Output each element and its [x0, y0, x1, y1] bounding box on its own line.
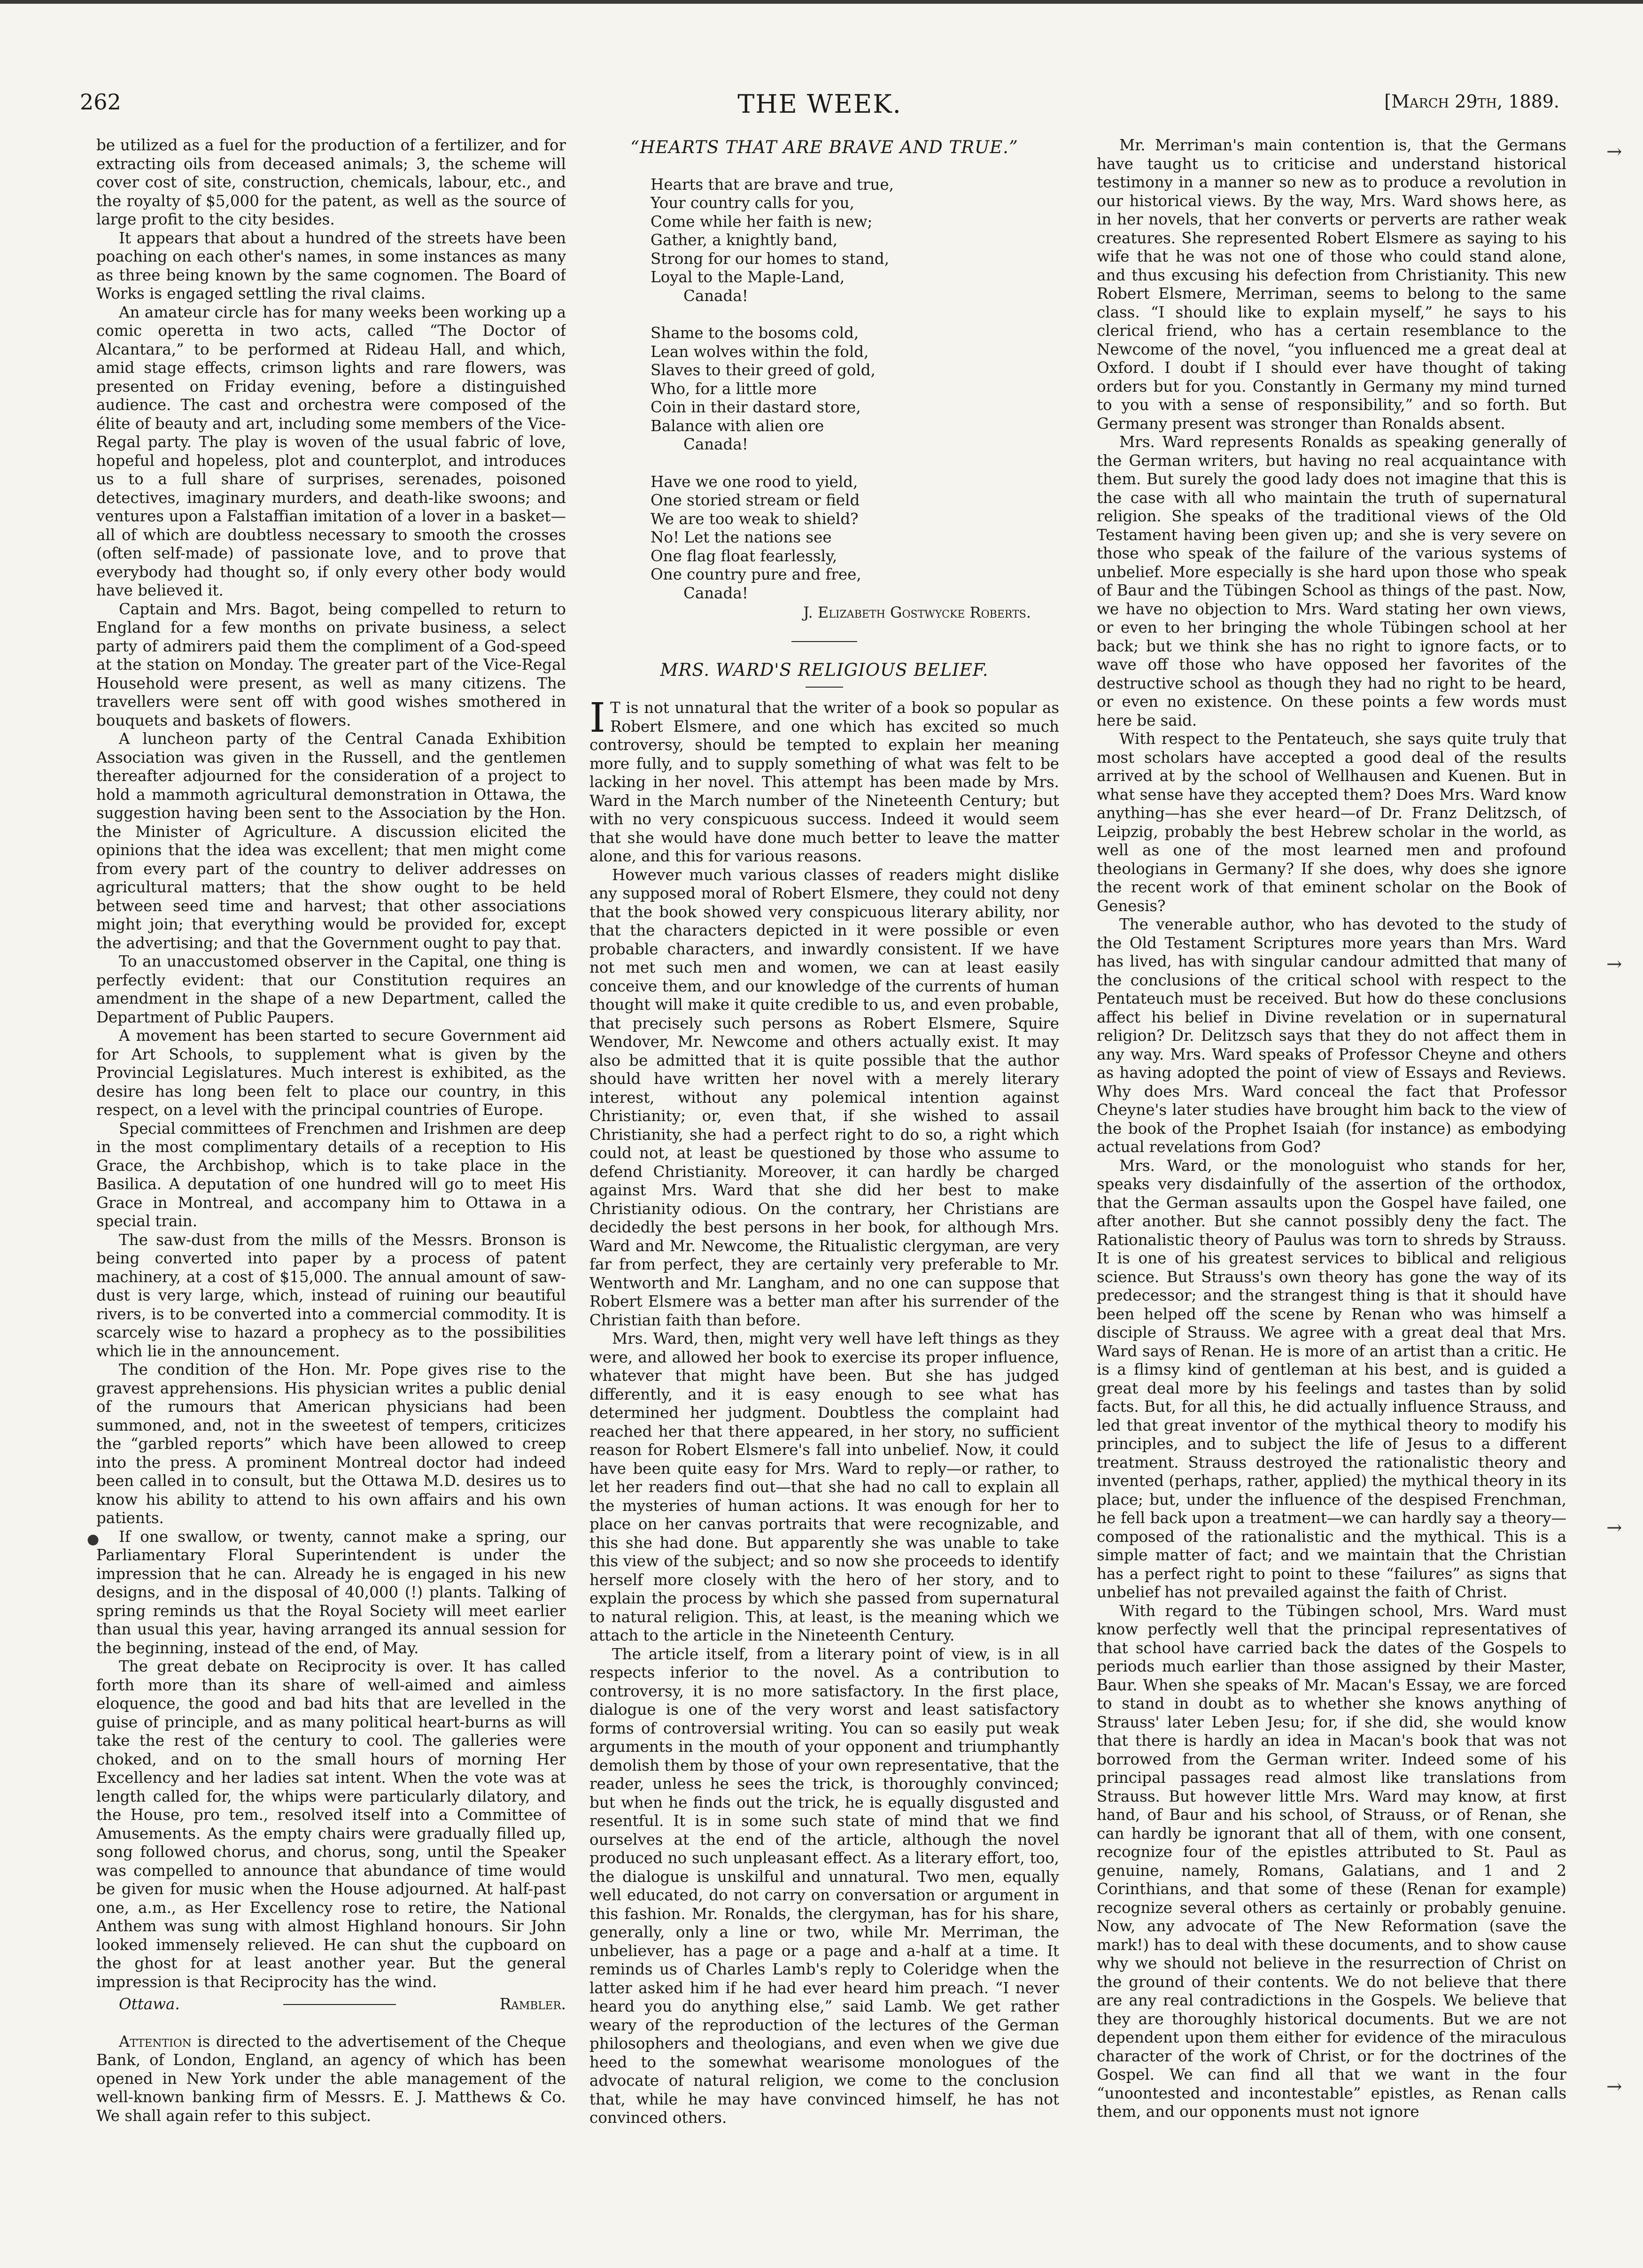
poem-line: Hearts that are brave and true,	[651, 175, 894, 194]
column-2	[589, 136, 1059, 2212]
poem-author: J. Elizabeth Gostwycke Roberts.	[803, 604, 1031, 621]
signoff-place: Ottawa.	[119, 1995, 180, 2013]
column-3	[1097, 136, 1566, 2212]
poem-line: One country pure and free,	[651, 565, 861, 583]
notice-lead: Attention	[119, 2032, 192, 2051]
margin-mark-icon: →	[1606, 2076, 1622, 2098]
paragraph: However much various classes of readers might dislike any supposed moral of Robert Elsmere, they could not deny that the book showed very conspicuous literary ability, nor that the characters depicted in it were possible or even probable characters, and inwardly consistent. If we have not met such men and women, we can at least easily conceive them, and our knowledge of the currents of human thought will make it quite credible to us, and even probable, that precisely such persons as Robert Elsmere, Squire Wendover, Mr. Newcome and others actually exist. It may also be admitted that it is quite possible that the author should have written her novel with a merely literary interest, without any polemical intention against Christianity; or, even that, if she wished to assail Christianity, she had a perfect right to do so, a right which could not, at least be questioned by those who assume to defend Christianity. Moreover, it can hardly be charged against Mrs. Ward that she did her best to make Christianity odious. On the contrary, her Christians are decidedly the best persons in her book, for although Mrs. Ward and Mr. Newcome, the Ritualistic clergyman, are very far from perfect, they are certainly very preferable to Mr. Wentworth and Mr. Langham, and no one can suppose that Robert Elsmere was a better man after his surrender of the Christian faith than before.	[589, 866, 1059, 1329]
poem-line: Have we one rood to yield,	[651, 472, 858, 491]
poem-line: Slaves to their greed of gold,	[651, 361, 876, 379]
paragraph: To an unaccustomed observer in the Capital, one thing is perfectly evident: that our Constitution requires an amendment in the shape of a new Department, called the Department of Public Paupers.	[96, 952, 566, 1026]
drop-cap: I	[589, 695, 605, 742]
poem-line: Gather, a knightly band,	[651, 231, 838, 249]
margin-mark-icon: →	[1606, 1517, 1622, 1539]
paragraph: Mrs. Ward, then, might very well have left things as they were, and allowed her book to exercise its proper influence, whatever that might have been. But she has judged differently, and it is easy enough to see what has determined her judgment. Doubtless the complaint had reached her that there appeared, in her story, no sufficient reason for Robert Elsmere's fall into unbelief. Now, it could have been quite easy for Mrs. Ward to reply—or rather, to let her readers find out—that she had no call to explain all the mysteries of human actions. It was enough for her to place on her canvas portraits that were recognizable, and this she had done. But apparently she was unable to take this view of the subject; and so now she proceeds to identify herself more closely with the hero of her story, and to explain the process by which she passed from supernatural to natural religion. This, at least, is the meaning which we attach to the article in the Nineteenth Century.	[589, 1330, 1059, 1644]
poem-line: No! Let the nations see	[651, 528, 832, 546]
poem-line: Balance with alien ore	[651, 417, 824, 435]
poem-refrain: Canada!	[683, 435, 748, 453]
poem-line: Strong for our homes to stand,	[651, 249, 890, 268]
poem	[651, 176, 1059, 603]
journal-title: THE WEEK.	[737, 89, 902, 119]
page-edge	[0, 0, 1643, 4]
paragraph: Mrs. Ward represents Ronalds as speaking generally of the German writers, but having no real acquaintance with them. But surely the good lady does not imagine that this is the case with all who maintain the truth of supernatural religion. She speaks of the traditional views of the Old Testament having been given up; and she is very severe on those who speak of the failure of the various systems of unbelief. More especially is she hard upon those who speak of Baur and the Tübingen School as things of the past. Now, we have no objection to Mrs. Ward stating her own views, or even to her bringing the whole Tübingen school at her back; but we think she has no right to ignore facts, or to wave off those who have opposed her favorites of the destructive school as though they had no right to be heard, or even no existence. On these points a few words must here be said.	[1097, 433, 1566, 729]
paragraph: A movement has been started to secure Government aid for Art Schools, to supplement what is given by the Provincial Legislatures. Much interest is exhibited, as the desire has long been felt to place our country, in this respect, on a level with the principal countries of Europe.	[96, 1027, 566, 1119]
poem-line: Come while her faith is new;	[651, 212, 873, 231]
paragraph: be utilized as a fuel for the production of a fertilizer, and for extracting oils from deceased animals; 3, the scheme will cover cost of site, construction, chemicals, labour, etc., and the royalty of $5,000 for the patent, as well as the source of large profit to the city besides.	[96, 136, 566, 228]
paragraph: A luncheon party of the Central Canada Exhibition Association was given in the Russell, and the gentlemen thereafter adjourned for the consideration of a project to hold a mammoth agricultural demonstration in Ottawa, the suggestion having been sent to the Association by the Hon. the Minister of Agriculture. A discussion elicited the opinions that the idea was excellent; that men might come from every part of the country to deliver addresses on agricultural matters; that the show ought to be held between seed time and harvest; that other associations might join; that everything would be provided for, except the advertising; and that the Government ought to pay that.	[96, 730, 566, 952]
poem-stanza	[651, 324, 1059, 454]
poem-line: Lean wolves within the fold,	[651, 342, 869, 361]
paragraph: If one swallow, or twenty, cannot make a spring, our Parliamentary Floral Superintendent is under the impression that he can. Already he is engaged in his new designs, and in the disposal of 40,000 (!) plants. Talking of spring reminds us that the Royal Society will meet earlier than usual this year, having arranged its annual session for the beginning, instead of the end, of May.	[96, 1527, 566, 1657]
paragraph: With regard to the Tübingen school, Mrs. Ward must know perfectly well that the principal representatives of that school have carried back the dates of the Gospels to periods much earlier than those assigned by their Master, Baur. When she speaks of Mr. Macan's Essay, we are forced to stand in doubt as to whether she knows anything of Strauss' later Leben Jesu; for, if she did, she would know that there is hardly an idea in Macan's book that was not borrowed from the German writer. Indeed some of his principal passages read almost like translations from Strauss. But however little Mrs. Ward may know, at first hand, of Baur and his school, of Strauss, or of Renan, she can hardly be ignorant that all of them, with one consent, recognize four of the epistles attributed to St. Paul as genuine, namely, Romans, Galatians, and 1 and 2 Corinthians, and that some of these (Renan for example) recognize several others as certainly or probably genuine. Now, any advocate of The New Reformation (save the mark!) has to deal with these documents, and to show cause why we should not believe in the resurrection of Christ on the ground of their contents. We do not believe that there are any real contradictions in the Gospels. We believe that they are thoroughly historical documents. But we are not dependent upon them either for evidence of the miraculous character of the work of Christ, or for the doctrines of the Gospel. We can find all that we want in the four “unoontested and incontestable” epistles, as Renan calls them, and our opponents must not ignore	[1097, 1602, 1566, 2121]
poem-line: Loyal to the Maple-Land,	[651, 268, 845, 286]
poem-line: We are too weak to shield?	[651, 510, 859, 528]
poem-line: Who, for a little more	[651, 379, 817, 398]
paragraph: The great debate on Reciprocity is over. It has called forth more than its share of well-aimed and aimless eloquence, the good and bad hits that are levelled in the guise of principle, and as many political heart-burns as will take the rest of the century to cool. The galleries were choked, and on to the small hours of morning Her Excellency and her ladies sat intent. When the vote was at length called for, the whips were particularly dilatory, and the House, pro tem., resolved itself into a Committee of Amusements. As the empty chairs were gradually filled up, song followed chorus, and chorus, song, until the Speaker was compelled to announce that abundance of time would be given for music when the House adjourned. At half-past one, a.m., as Her Excellency rose to retire, the National Anthem was sung with almost Highland honours. Sir John looked immensely relieved. He can shut the cupboard on the ghost for at least another year. But the general impression is that Reciprocity has the wind.	[96, 1657, 566, 1991]
divider	[806, 687, 843, 688]
paragraph	[589, 695, 1059, 866]
poem-line: Shame to the bosoms cold,	[651, 324, 859, 342]
paragraph: Special committees of Frenchmen and Irishmen are deep in the most complimentary details of a reception to His Grace, the Archbishop, which is to take place in the Basilica. A deputation of one hundred will go to meet His Grace in Montreal, and accompany him to Ottawa in a special train.	[96, 1119, 566, 1230]
poem-refrain: Canada!	[683, 584, 748, 602]
poem-refrain: Canada!	[683, 286, 748, 305]
poem-line: One flag float fearlessly,	[651, 547, 837, 565]
paragraph: The condition of the Hon. Mr. Pope gives rise to the gravest apprehensions. His physician writes a public denial of the rumours that American physicians had been summoned, and, not in the sweetest of tempers, criticizes the “garbled reports” which have been allowed to creep into the press. A prominent Montreal doctor had indeed been called in to consult, but the Ottawa M.D. desires us to know his ability to attend to his own affairs and his own patients.	[96, 1361, 566, 1527]
page-number: 262	[80, 89, 121, 115]
paragraph: Mrs. Ward, or the monologuist who stands for her, speaks very disdainfully of the assertion of the orthodox, that the German assaults upon the Gospel have failed, one after another. But she cannot possibly deny the fact. The Rationalistic theory of Paulus was torn to shreds by Strauss. It is one of his greatest services to biblical and religious science. But Strauss's own theory has gone the way of its predecessor; and the strangest thing is that it should have been helped off the scene by Renan who was himself a disciple of Strauss. We agree with a great deal that Mrs. Ward says of Renan. He is more of an artist than a critic. He is a flimsy kind of gentleman at his best, and is guided a great deal more by his feelings and tastes than by solid facts. But, for all this, he did actually influence Strauss, and led that great inventor of the mythical theory to modify his principles, and to subject the life of Jesus to a different treatment. Strauss destroyed the rationalistic theory and invented (perhaps, rather, applied) the mythical theory in its place; but, under the influence of the despised Frenchman, he fell back upon a treatment—we can hardly say a theory—composed of the rationalistic and the mythical. This is a simple matter of fact; and we maintain that the Christian has a perfect right to point to these “failures” as signs that unbelief has not prevailed against the faith of Christ.	[1097, 1156, 1566, 1601]
margin-mark-icon: →	[1606, 953, 1622, 975]
bullet-mark-icon: ●	[87, 1531, 100, 1548]
letter-signoff	[96, 1995, 566, 2014]
margin-mark-icon: →	[1606, 141, 1622, 163]
column-1	[96, 136, 566, 2212]
poem-line: Your country calls for you,	[651, 194, 854, 212]
signoff-name: Rambler.	[499, 1995, 566, 2013]
notice-text: is directed to the advertisement of the Cheque Bank, of London, England, an agency of which has been opened in New York under the able management of the well-known banking firm of Messrs. E. J. Matthews & Co. We shall again refer to this subject.	[96, 2032, 566, 2125]
poem-stanza	[651, 473, 1059, 603]
paragraph: Mr. Merriman's main contention is, that the Germans have taught us to criticise and understand historical testimony in a manner so new as to produce a revolution in our historical views. By the way, Mrs. Ward shows here, as in her novels, that her converts or perverts are rather weak creatures. She represented Robert Elsmere as saying to his wife that he was not one of those who could stand alone, and thus excusing his defection from Christianity. This new Robert Elsmere, Merriman, seems to belong to the same class. “I should like to explain myself,” he says to his clerical friend, who has a certain resemblance to the Newcome of the novel, “you influenced me a great deal at Oxford. I doubt if I should ever have thought of taking orders but for you. Constantly in Germany my mind turned to you with a sense of responsibility,” and so forth. But Germany present was stronger than Ronalds absent.	[1097, 136, 1566, 433]
paragraph: It appears that about a hundred of the streets have been poaching on each other's names, in some instances as many as three being known by the same cognomen. The Board of Works is engaged settling the rival claims.	[96, 229, 566, 302]
paragraph: The venerable author, who has devoted to the study of the Old Testament Scriptures more years than Mrs. Ward has lived, has with singular candour admitted that many of the conclusions of the critical school with respect to the Pentateuch must be received. But how do these conclusions affect his belief in Divine revelation or in supernatural religion? Dr. Delitzsch says that they do not affect them in any way. Mrs. Ward speaks of Professor Cheyne and others as having adopted the point of view of Essays and Reviews. Why does Mrs. Ward conceal the fact that Professor Cheyne's later studies have brought him back to the view of the book of the Prophet Isaiah (for instance) as embodying actual revelations from God?	[1097, 915, 1566, 1156]
page-header	[80, 89, 1559, 122]
paragraph-text: T is not unnatural that the writer of a book so popular as Robert Elsmere, and one which has excited so much controversy, should be tempted to explain her meaning more fully, and to supply something of what was felt to be lacking in her novel. This attempt has been made by Mrs. Ward in the March number of the Nineteenth Century; but with no very conspicuous success. Indeed it would seem that she would have done much better to leave the matter alone, and this for various reasons.	[589, 699, 1059, 865]
poem-title: “HEARTS THAT ARE BRAVE AND TRUE.”	[630, 137, 1018, 157]
issue-date: [March 29th, 1889.	[1384, 91, 1559, 112]
paragraph: The article itself, from a literary point of view, is in all respects inferior to the novel. As a contribution to controversy, it is no more satisfactory. In the first place, dialogue is one of the very worst and least satisfactory forms of controversial writing. You can so easily put weak arguments in the mouth of your opponent and triumphantly demolish them by those of your own representative, that the reader, unless he sees the trick, is thoroughly convinced; but when he finds out the trick, he is equally disgusted and resentful. It is in some such state of mind that we find ourselves at the end of the article, although the novel produced no such unpleasant effect. As a literary effort, too, the dialogue is unskilful and unnatural. Two men, equally well educated, do not carry on conversation or argument in this fashion. Mr. Ronalds, the clergyman, has for his share, generally, only a line or two, while Mr. Merriman, the unbeliever, has a page or a page and a-half at a time. It reminds us of Charles Lamb's reply to Coleridge when the latter asked him if he had ever heard him preach. “I never heard you do anything else,” said Lamb. We get rather weary of the reproduction of the lectures of the German philosophers and theologians, and even when we give due heed to the somewhat wearisome monologues of the advocate of natural religion, we come to the conclusion that, while he may have convinced himself, he has not convinced others.	[589, 1645, 1059, 2127]
poem-stanza	[651, 176, 1059, 306]
poem-line: Coin in their dastard store,	[651, 398, 861, 416]
poem-line: One storied stream or field	[651, 491, 860, 509]
notice-paragraph	[96, 2033, 566, 2126]
paragraph: Captain and Mrs. Bagot, being compelled to return to England for a few months on private business, a select party of admirers paid them the compliment of a God-speed at the station on Monday. The greater part of the Vice-Regal Household were present, as well as many citizens. The travellers were sent off with good wishes smothered in bouquets and baskets of flowers.	[96, 600, 566, 729]
paragraph: With respect to the Pentateuch, she says quite truly that most scholars have accepted a good deal of the results arrived at by the school of Wellhausen and Kuenen. But in what sense have they accepted them? Does Mrs. Ward know anything—has she ever heard—of Dr. Franz Delitzsch, of Leipzig, probably the best Hebrew scholar in the world, as well as one of the most learned men and profound theologians in Germany? If she does, why does she ignore the recent work of that eminent scholar on the Book of Genesis?	[1097, 730, 1566, 915]
article-title: MRS. WARD'S RELIGIOUS BELIEF.	[660, 659, 989, 680]
paragraph: An amateur circle has for many weeks been working up a comic operetta in two acts, called “The Doctor of Alcantara,” to be performed at Rideau Hall, and which, amid stage effects, crimson lights and rare flowers, was presented on Friday evening, before a distinguished audience. The cast and orchestra were composed of the élite of beauty and art, including some members of the Vice-Regal party. The play is woven of the usual fabric of love, hopeful and hopeless, plot and counterplot, and introduces us to a full share of surprises, serenades, poisoned detectives, imaginary murders, and death-like swoons; and ventures upon a Falstaffian imitation of a lover in a basket—all of which are doubtless necessary to smooth the crosses (often self-made) of passionate love, and to prove that everybody had thought so, if only every other body would have believed it.	[96, 303, 566, 599]
divider	[283, 2004, 396, 2005]
paragraph: The saw-dust from the mills of the Messrs. Bronson is being converted into paper by a process of patent machinery, at a cost of $15,000. The annual amount of saw-dust is very large, which, instead of ruining our beautiful rivers, is to be converted into a commercial commodity. It is scarcely wise to hazard a prophecy as to the possibilities which lie in the announcement.	[96, 1231, 566, 1360]
divider	[791, 641, 857, 642]
